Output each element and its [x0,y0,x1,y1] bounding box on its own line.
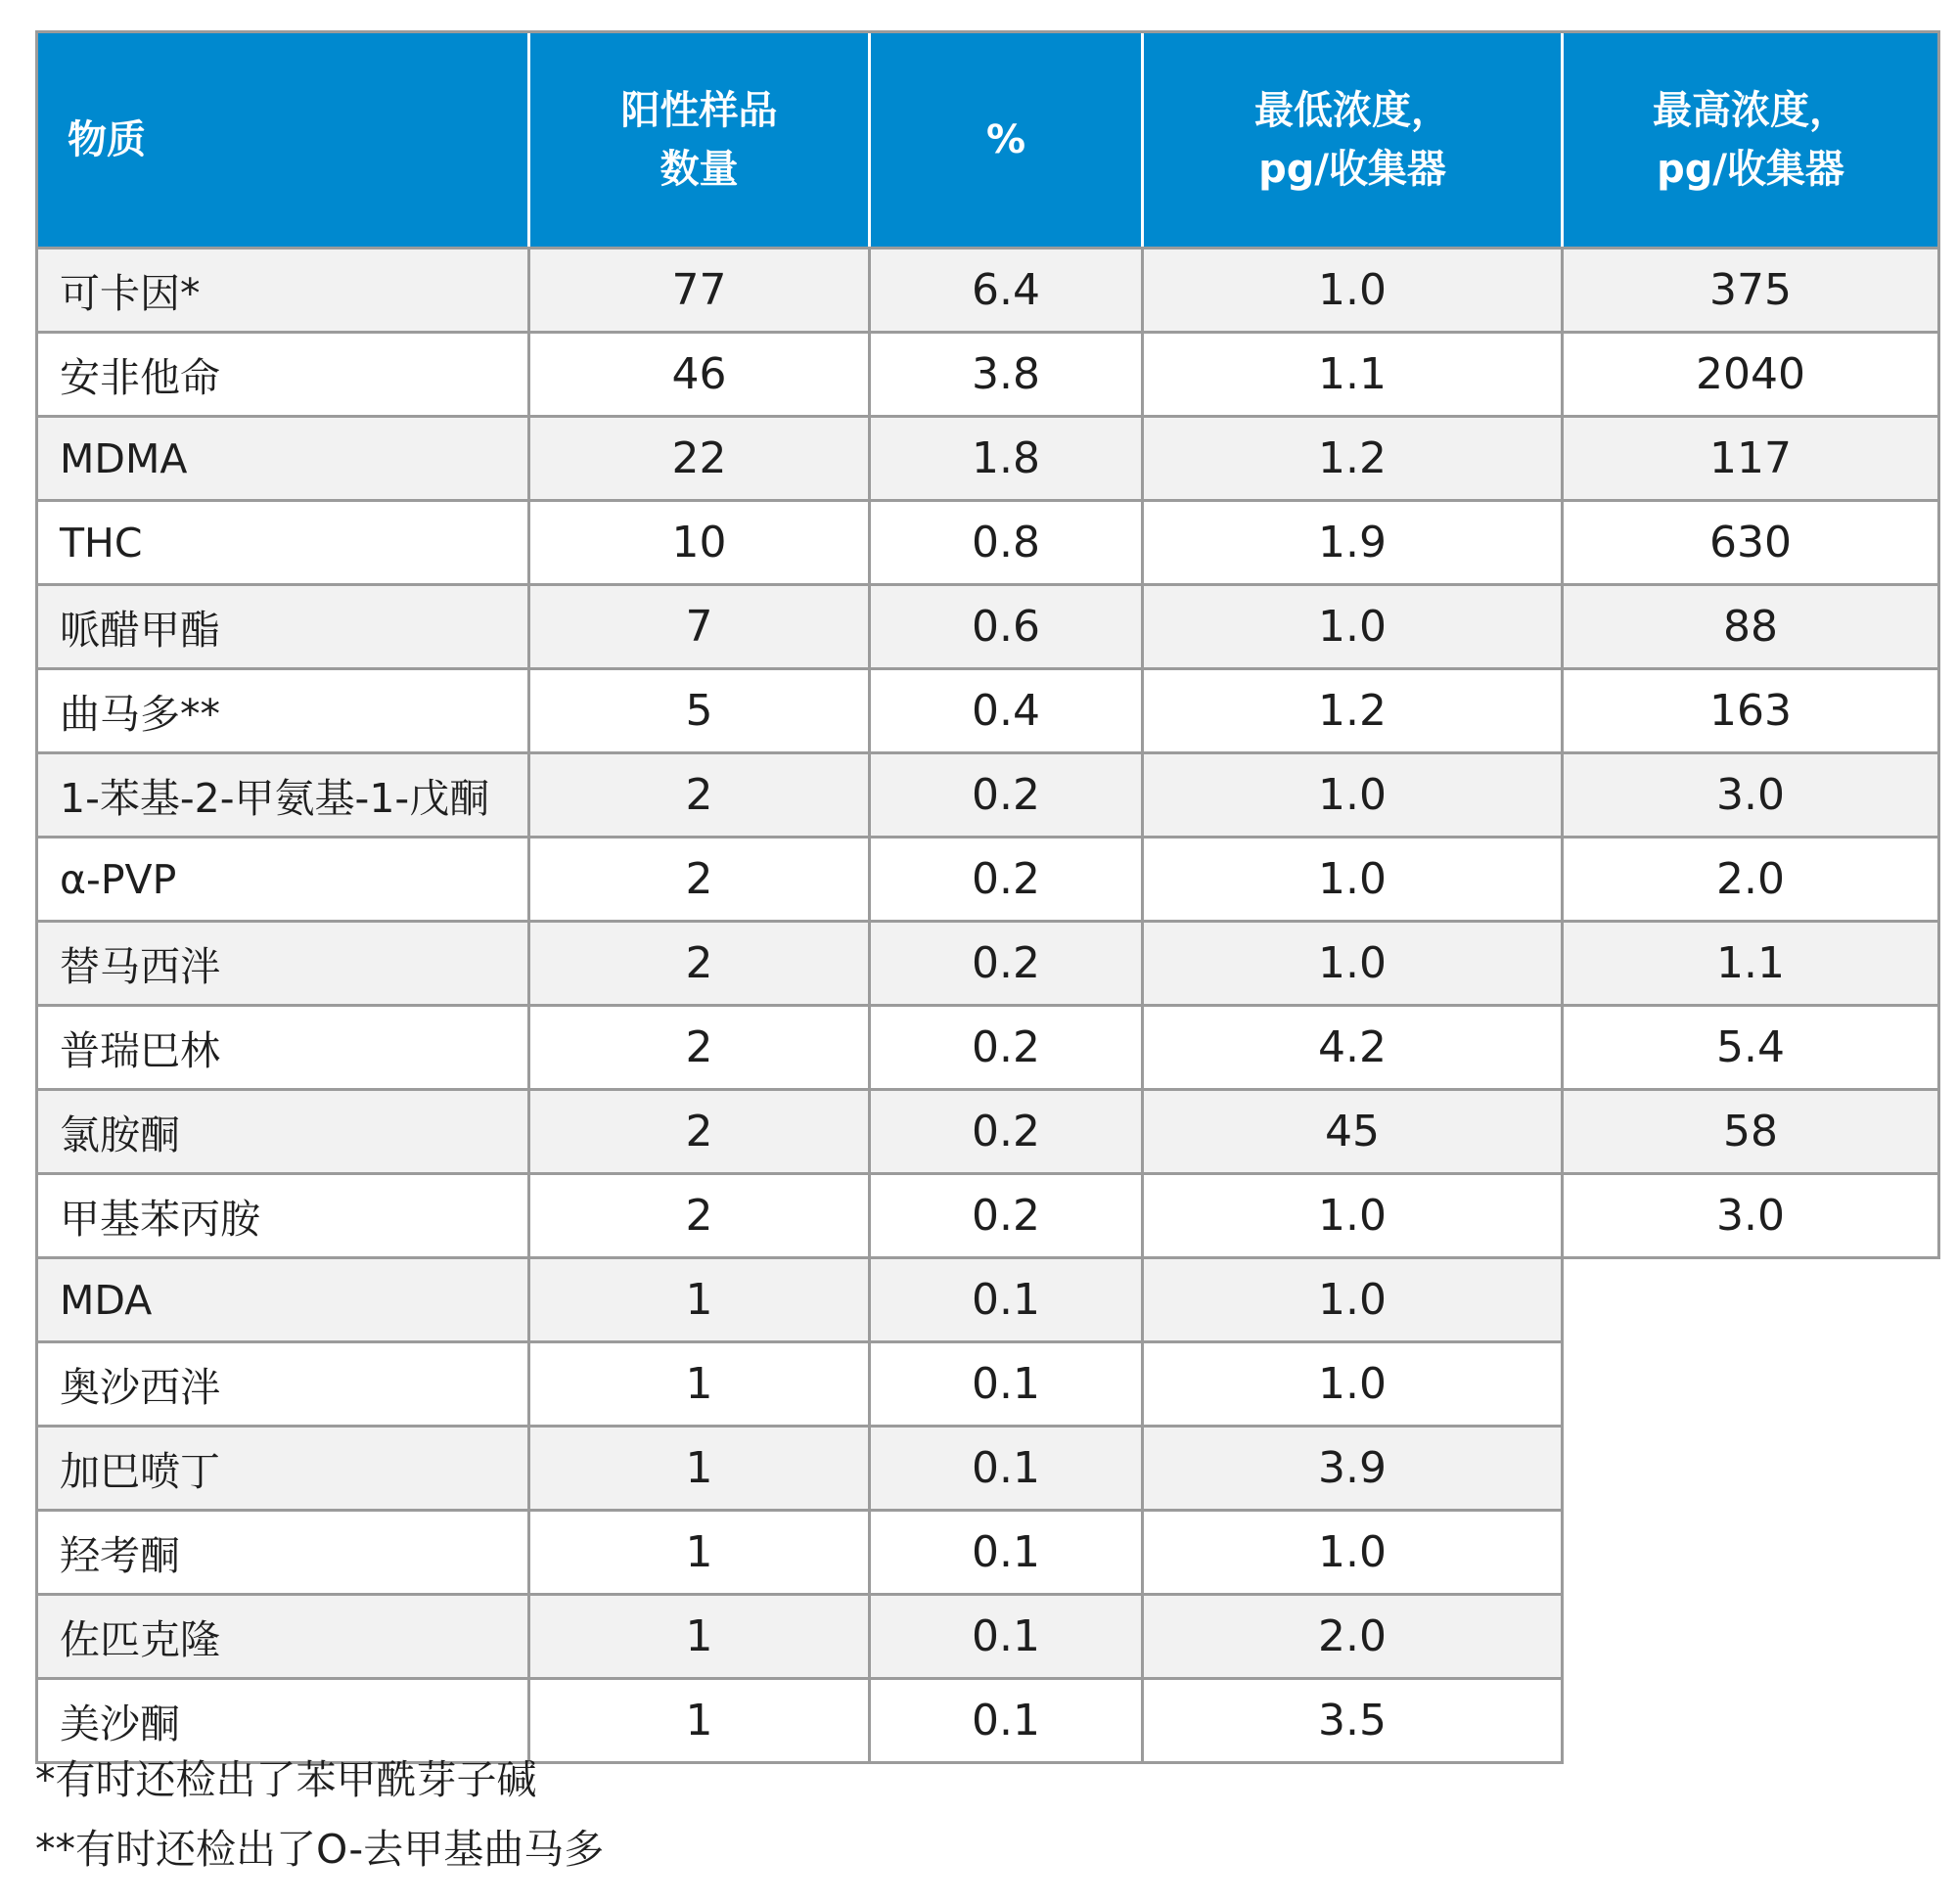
cell-substance: α-PVP [37,838,529,922]
cell-min-concentration: 2.0 [1143,1595,1563,1679]
cell-positive-count: 77 [529,249,870,333]
table-row [37,1258,1939,1342]
header-positive-count-line: 数量 [660,147,739,192]
table-row [37,1090,1939,1174]
cell-max-concentration: 88 [1563,585,1939,669]
header-max-concentration-line: 最高浓度， [1653,88,1848,133]
cell-percent: 0.6 [870,585,1143,669]
cell-substance: 羟考酮 [37,1511,529,1595]
cell-percent: 0.2 [870,922,1143,1006]
cell-substance: 哌醋甲酯 [37,585,529,669]
empty-cell [1563,1595,1939,1679]
cell-substance: 甲基苯丙胺 [37,1174,529,1258]
table-body [37,249,1939,1763]
cell-substance: 加巴喷丁 [37,1427,529,1511]
cell-min-concentration: 45 [1143,1090,1563,1174]
cell-percent: 0.1 [870,1595,1143,1679]
cell-min-concentration: 1.0 [1143,585,1563,669]
cell-min-concentration: 1.0 [1143,1258,1563,1342]
cell-substance: 曲马多** [37,669,529,753]
cell-min-concentration: 1.0 [1143,922,1563,1006]
cell-positive-count: 1 [529,1342,870,1427]
header-positive-count-line: 阳性样品 [620,88,778,133]
table-row [37,417,1939,501]
header-row [37,32,1939,249]
cell-percent: 0.1 [870,1427,1143,1511]
cell-percent: 0.1 [870,1342,1143,1427]
table-row [37,1595,1939,1679]
cell-positive-count: 1 [529,1427,870,1511]
header-min-concentration-line: 最低浓度， [1254,88,1450,133]
table-row [37,501,1939,585]
table-row [37,838,1939,922]
cell-percent: 3.8 [870,333,1143,417]
cell-positive-count: 2 [529,753,870,838]
cell-min-concentration: 3.9 [1143,1427,1563,1511]
empty-cell [1563,1258,1939,1342]
cell-positive-count: 1 [529,1679,870,1763]
cell-positive-count: 2 [529,922,870,1006]
cell-percent: 0.1 [870,1511,1143,1595]
cell-max-concentration: 2040 [1563,333,1939,417]
cell-max-concentration: 3.0 [1563,753,1939,838]
cell-substance: 安非他命 [37,333,529,417]
table-row [37,333,1939,417]
cell-percent: 0.2 [870,1174,1143,1258]
table-row [37,1511,1939,1595]
header-min-concentration [1143,32,1563,249]
cell-positive-count: 2 [529,838,870,922]
cell-percent: 0.2 [870,753,1143,838]
table-row [37,922,1939,1006]
cell-positive-count: 22 [529,417,870,501]
cell-percent: 0.2 [870,1090,1143,1174]
table-row [37,249,1939,333]
cell-min-concentration: 1.0 [1143,1174,1563,1258]
header-substance-line: 物质 [68,117,146,162]
cell-substance: 佐匹克隆 [37,1595,529,1679]
table-row [37,669,1939,753]
table-row [37,753,1939,838]
cell-max-concentration: 5.4 [1563,1006,1939,1090]
header-percent [870,32,1143,249]
cell-max-concentration: 630 [1563,501,1939,585]
footnote-cocaine: *有时还检出了苯甲酰芽子碱 [35,1756,537,1803]
footnote-tramadol: **有时还检出了O-去甲基曲马多 [35,1826,605,1873]
cell-max-concentration: 1.1 [1563,922,1939,1006]
cell-min-concentration: 1.2 [1143,417,1563,501]
cell-substance: 普瑞巴林 [37,1006,529,1090]
cell-percent: 1.8 [870,417,1143,501]
table-row [37,1006,1939,1090]
empty-cell [1563,1342,1939,1427]
header-percent-line: % [985,117,1026,162]
cell-min-concentration: 1.9 [1143,501,1563,585]
cell-substance: THC [37,501,529,585]
table-header [37,32,1939,249]
cell-positive-count: 2 [529,1090,870,1174]
cell-positive-count: 2 [529,1006,870,1090]
header-max-concentration [1563,32,1939,249]
cell-substance: 氯胺酮 [37,1090,529,1174]
cell-min-concentration: 1.0 [1143,838,1563,922]
cell-max-concentration: 3.0 [1563,1174,1939,1258]
cell-positive-count: 46 [529,333,870,417]
cell-substance: MDA [37,1258,529,1342]
cell-positive-count: 5 [529,669,870,753]
cell-max-concentration: 117 [1563,417,1939,501]
cell-max-concentration: 375 [1563,249,1939,333]
empty-cell [1563,1679,1939,1763]
cell-substance: 可卡因* [37,249,529,333]
cell-percent: 0.2 [870,1006,1143,1090]
cell-min-concentration: 1.1 [1143,333,1563,417]
cell-percent: 0.1 [870,1679,1143,1763]
cell-min-concentration: 1.0 [1143,1342,1563,1427]
cell-positive-count: 7 [529,585,870,669]
cell-percent: 0.2 [870,838,1143,922]
cell-percent: 0.8 [870,501,1143,585]
table-row [37,1342,1939,1427]
cell-substance: MDMA [37,417,529,501]
empty-cell [1563,1511,1939,1595]
cell-max-concentration: 163 [1563,669,1939,753]
empty-cell [1563,1427,1939,1511]
substance-table [35,30,1940,1764]
cell-substance: 1-苯基-2-甲氨基-1-戊酮 [37,753,529,838]
cell-min-concentration: 4.2 [1143,1006,1563,1090]
cell-max-concentration: 2.0 [1563,838,1939,922]
header-substance [37,32,529,249]
cell-percent: 0.4 [870,669,1143,753]
cell-positive-count: 1 [529,1258,870,1342]
cell-positive-count: 1 [529,1595,870,1679]
cell-percent: 0.1 [870,1258,1143,1342]
header-positive-count [529,32,870,249]
cell-substance: 奥沙西泮 [37,1342,529,1427]
cell-min-concentration: 1.2 [1143,669,1563,753]
table-row [37,585,1939,669]
table-row [37,1427,1939,1511]
header-max-concentration-line: pg/收集器 [1657,147,1844,192]
cell-positive-count: 10 [529,501,870,585]
header-min-concentration-line: pg/收集器 [1258,147,1446,192]
cell-max-concentration: 58 [1563,1090,1939,1174]
cell-substance: 替马西泮 [37,922,529,1006]
cell-min-concentration: 1.0 [1143,249,1563,333]
cell-percent: 6.4 [870,249,1143,333]
cell-min-concentration: 1.0 [1143,1511,1563,1595]
cell-substance: 美沙酮 [37,1679,529,1763]
cell-min-concentration: 1.0 [1143,753,1563,838]
table-row [37,1174,1939,1258]
cell-min-concentration: 3.5 [1143,1679,1563,1763]
cell-positive-count: 1 [529,1511,870,1595]
cell-positive-count: 2 [529,1174,870,1258]
